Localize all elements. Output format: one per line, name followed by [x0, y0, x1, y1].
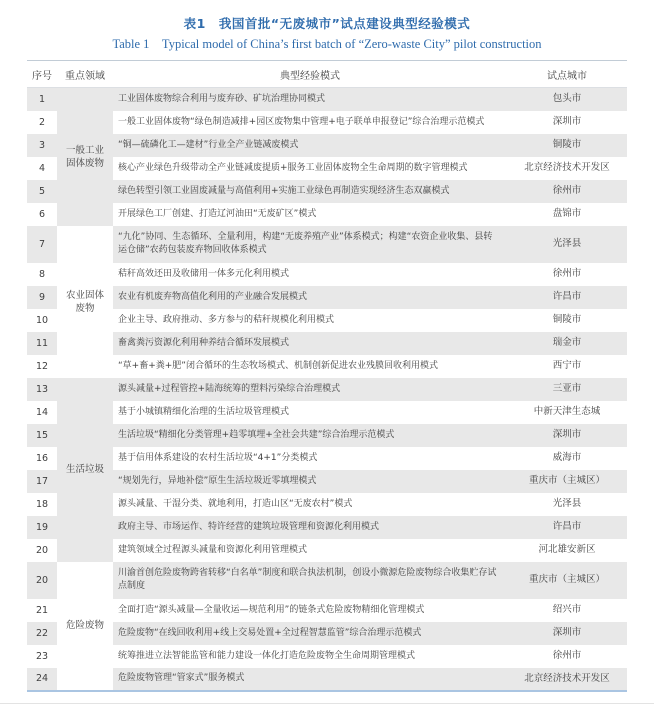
table-row: [27, 668, 627, 691]
model-cell: 危险废物“在线回收利用+线上交易处置+全过程智慧监管”综合治理示范模式: [113, 622, 507, 645]
row-number: 11: [27, 332, 57, 355]
table-row: [27, 645, 627, 668]
row-number: 22: [27, 622, 57, 645]
model-cell: 企业主导、政府推动、多方参与的秸秆规模化利用模式: [118, 314, 335, 325]
model-cell: 绿色转型引领工业固废减量与高值利用+实施工业绿色再制造实现经济生态双赢模式: [113, 180, 507, 203]
table-row: [27, 134, 627, 157]
model-cell: 生活垃圾“精细化分类管理+趋零填埋+全社会共建”综合治理示范模式: [113, 424, 507, 447]
row-number: 7: [27, 226, 57, 263]
row-number: 1: [27, 88, 57, 111]
city-cell: 重庆市（主城区）: [507, 470, 627, 493]
model-cell: 源头减量+过程管控+陆海统筹的塑料污染综合治理模式: [113, 378, 507, 401]
city-cell: 盘锦市: [552, 208, 582, 219]
model-cell: 农业有机废弃物高值化利用的产业融合发展模式: [113, 286, 507, 309]
model-cell: 川渝首创危险废物跨省转移“白名单”制度和联合执法机制，创设小微源危险废物综合收集贮存试点制度: [113, 562, 507, 599]
paper-page: [27, 0, 627, 692]
table-title-zh: 表1 我国首批“无废城市”试点建设典型经验模式: [183, 16, 471, 31]
row-number: 13: [27, 378, 57, 401]
city-cell: 徐州市: [507, 180, 627, 203]
field-group-hazardous: 危险废物: [57, 562, 113, 691]
model-cell: 政府主导、市场运作、特许经营的建筑垃圾管理和资源化利用模式: [113, 516, 507, 539]
model-cell: 统筹推进立法智能监管和能力建设一体化打造危险废物全生命周期管理模式: [118, 650, 416, 661]
table-row: [27, 447, 627, 470]
model-cell: 秸秆高效还田及收储用一体多元化利用模式: [118, 268, 290, 279]
model-cell: “铜—硫磷化工—建材”行业全产业链减废模式: [113, 134, 507, 157]
model-cell: 全面打造“源头减量—全量收运—规范利用”的链条式危险废物精细化管理模式: [118, 604, 425, 615]
row-number: 19: [27, 516, 57, 539]
row-number: 4: [38, 162, 46, 174]
table-row: [27, 539, 627, 562]
city-cell: 铜陵市: [507, 134, 627, 157]
city-cell: 北京经济技术开发区: [524, 162, 610, 173]
header-no: 序号: [27, 61, 57, 88]
row-number: 17: [27, 470, 57, 493]
model-cell: 核心产业绿色升级带动全产业链减废提质+服务工业固体废物全生命周期的数字管理模式: [118, 162, 468, 173]
table-row: [27, 88, 627, 111]
table-row: [27, 226, 627, 263]
table-row: [27, 622, 627, 645]
row-number: 6: [38, 208, 46, 220]
city-cell: 北京经济技术开发区: [507, 668, 627, 691]
field-group-industrial: 一般工业固体废物: [57, 88, 113, 226]
city-cell: 绍兴市: [552, 604, 582, 615]
model-cell: “九化”协同、生态循环、全量利用，构建“无废养殖产业”体系模式；构建“农资企业收集、县转运仓储”农药包装废弃物回收体系模式: [113, 226, 507, 263]
city-cell: 河北雄安新区: [538, 544, 596, 555]
model-cell: 源头减量、干湿分类、就地利用，打造山区“无废农村”模式: [118, 498, 353, 509]
row-number: 9: [27, 286, 57, 309]
row-number: 5: [27, 180, 57, 203]
city-cell: 深圳市: [552, 116, 582, 127]
row-number: 15: [27, 424, 57, 447]
model-cell: 基于小城镇精细化治理的生活垃圾管理模式: [118, 406, 290, 417]
field-group-household: 生活垃圾: [57, 378, 113, 562]
city-cell: 威海市: [552, 452, 582, 463]
model-cell: 基于信用体系建设的农村生活垃圾“4+1”分类模式: [118, 452, 318, 463]
row-number: 2: [38, 116, 46, 128]
table-row: [27, 493, 627, 516]
table-row: [27, 111, 627, 134]
row-number: 10: [35, 314, 49, 326]
table-row: [27, 562, 627, 599]
city-cell: 徐州市: [552, 650, 582, 661]
city-cell: 深圳市: [507, 424, 627, 447]
model-cell: 危险废物管理“管家式”服务模式: [113, 668, 507, 691]
model-cell: 工业固体废物综合利用与废弃砂、矿坑治理协同模式: [113, 88, 507, 111]
table-row: [27, 157, 627, 180]
city-cell: 三亚市: [507, 378, 627, 401]
model-cell: 一般工业固体废物“绿色制造减排+园区废物集中管理+电子联单申报登记”综合治理示范模式: [118, 116, 485, 127]
header-city: 试点城市: [507, 61, 627, 88]
city-cell: 许昌市: [507, 286, 627, 309]
model-cell: 建筑领域全过程源头减量和资源化利用管理模式: [118, 544, 308, 555]
city-cell: 包头市: [507, 88, 627, 111]
table-row: [27, 203, 627, 226]
city-cell: 铜陵市: [552, 314, 582, 325]
table-row: [27, 309, 627, 332]
row-number: 20: [27, 562, 57, 599]
city-cell: 许昌市: [507, 516, 627, 539]
model-cell: “草+畜+粪+肥”闭合循环的生态牧场模式、机制创新促进农业残膜回收利用模式: [118, 360, 438, 371]
table-row: [27, 355, 627, 378]
experience-model-table: [27, 60, 627, 692]
model-cell: 开展绿色工厂创建、打造辽河油田“无废矿区”模式: [118, 208, 317, 219]
model-cell: 畜禽粪污资源化利用种养结合循环发展模式: [113, 332, 507, 355]
city-cell: 光泽县: [552, 498, 582, 509]
table-row: [27, 599, 627, 622]
city-cell: 徐州市: [552, 268, 582, 279]
model-cell: “规划先行，异地补偿”原生生活垃圾近零填埋模式: [113, 470, 507, 493]
city-cell: 中新天津生态城: [533, 406, 601, 417]
row-number: 20: [35, 544, 49, 556]
city-cell: 光泽县: [507, 226, 627, 263]
row-number: 23: [35, 650, 49, 662]
row-number: 21: [35, 604, 49, 616]
table-row: [27, 470, 627, 493]
table-row: [27, 378, 627, 401]
table-row: [27, 180, 627, 203]
city-cell: 重庆市（主城区）: [507, 562, 627, 599]
field-group-agricultural: 农业固体废物: [57, 226, 113, 378]
row-number: 16: [35, 452, 49, 464]
row-number: 8: [38, 268, 46, 280]
city-cell: 瑞金市: [507, 332, 627, 355]
header-field: 重点领域: [57, 61, 113, 88]
table-row: [27, 516, 627, 539]
city-cell: 西宁市: [552, 360, 582, 371]
table-title-en: Table 1 Typical model of China’s first batch of “Zero-waste City” pilot construction: [112, 37, 542, 51]
row-number: 18: [35, 498, 49, 510]
table-row: [27, 401, 627, 424]
header-model: 典型经验模式: [113, 61, 507, 88]
row-number: 12: [35, 360, 49, 372]
row-number: 3: [27, 134, 57, 157]
table-row: [27, 286, 627, 309]
city-cell: 深圳市: [507, 622, 627, 645]
table-row: [27, 424, 627, 447]
row-number: 14: [35, 406, 49, 418]
page-bottom-divider: [0, 703, 654, 704]
table-row: [27, 263, 627, 286]
header-row: [27, 61, 627, 88]
row-number: 24: [27, 668, 57, 691]
table-row: [27, 332, 627, 355]
